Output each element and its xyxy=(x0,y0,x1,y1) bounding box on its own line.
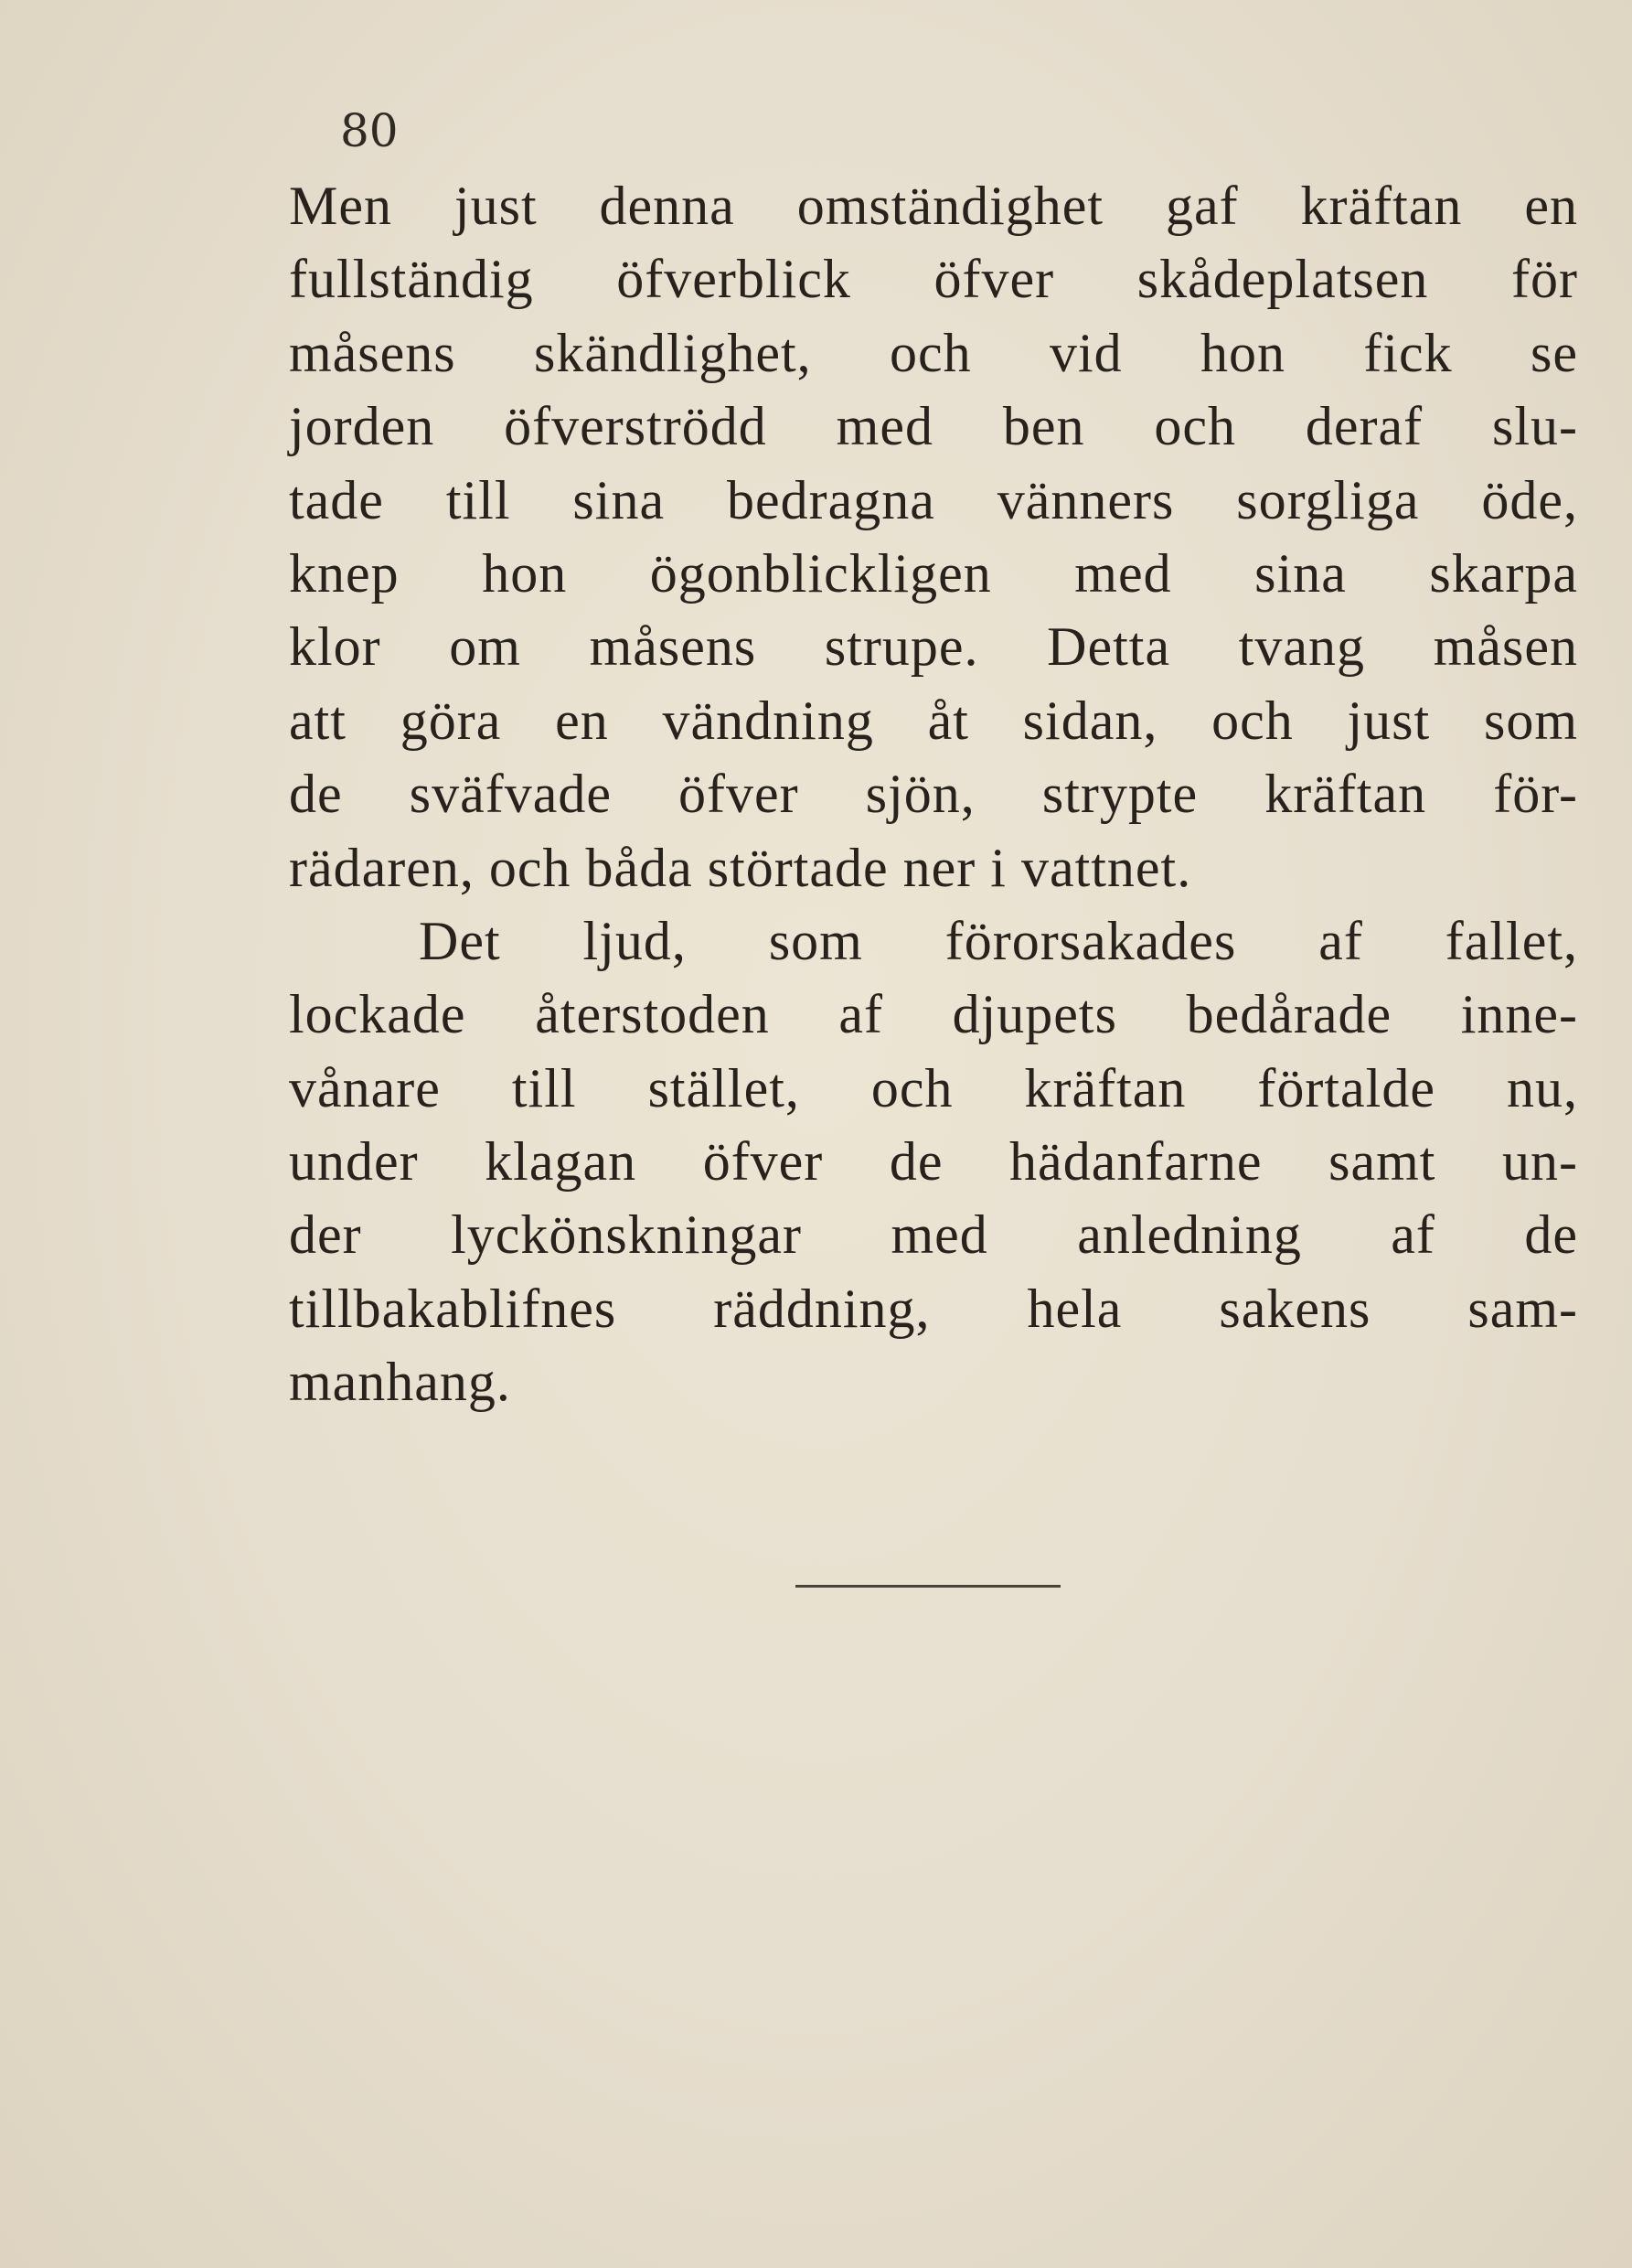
text-line: måsens skändlighet, och vid hon fick se xyxy=(289,322,1578,383)
text-line: rädaren, och båda störtade ner i vattnet. xyxy=(289,837,1192,898)
text-line: vånare till stället, och kräftan förtalde nu, xyxy=(289,1057,1578,1118)
body-text xyxy=(289,169,1578,1419)
text-line: lockade återstoden af djupets bedårade inne- xyxy=(289,984,1578,1045)
text-line: tade till sina bedragna vänners sorgliga öde, xyxy=(289,469,1578,530)
text-line: klor om måsens strupe. Detta tvang måsen xyxy=(289,616,1578,678)
page-number: 80 xyxy=(340,104,399,157)
text-line: fullständig öfverblick öfver skådeplatsen för xyxy=(289,249,1578,310)
text-line: der lyckönskningar med anledning af de xyxy=(289,1204,1578,1266)
text-line: att göra en vändning åt sidan, och just som xyxy=(289,690,1578,751)
end-rule-divider xyxy=(795,1585,1061,1588)
text-line: Men just denna omständighet gaf kräftan en xyxy=(289,176,1578,236)
text-line: manhang. xyxy=(289,1352,511,1413)
paragraph-2 xyxy=(289,904,1578,1419)
paragraph-1 xyxy=(289,169,1578,904)
text-line: jorden öfverströdd med ben och deraf slu- xyxy=(289,396,1578,457)
text-line: Det ljud, som förorsakades af fallet, xyxy=(419,910,1578,971)
text-line: tillbakablifnes räddning, hela sakens sam- xyxy=(289,1278,1578,1339)
text-line: under klagan öfver de hädanfarne samt un- xyxy=(289,1131,1578,1193)
text-line: knep hon ögonblickligen med sina skarpa xyxy=(289,542,1578,604)
text-line: de sväfvade öfver sjön, strypte kräftan för- xyxy=(289,764,1578,825)
